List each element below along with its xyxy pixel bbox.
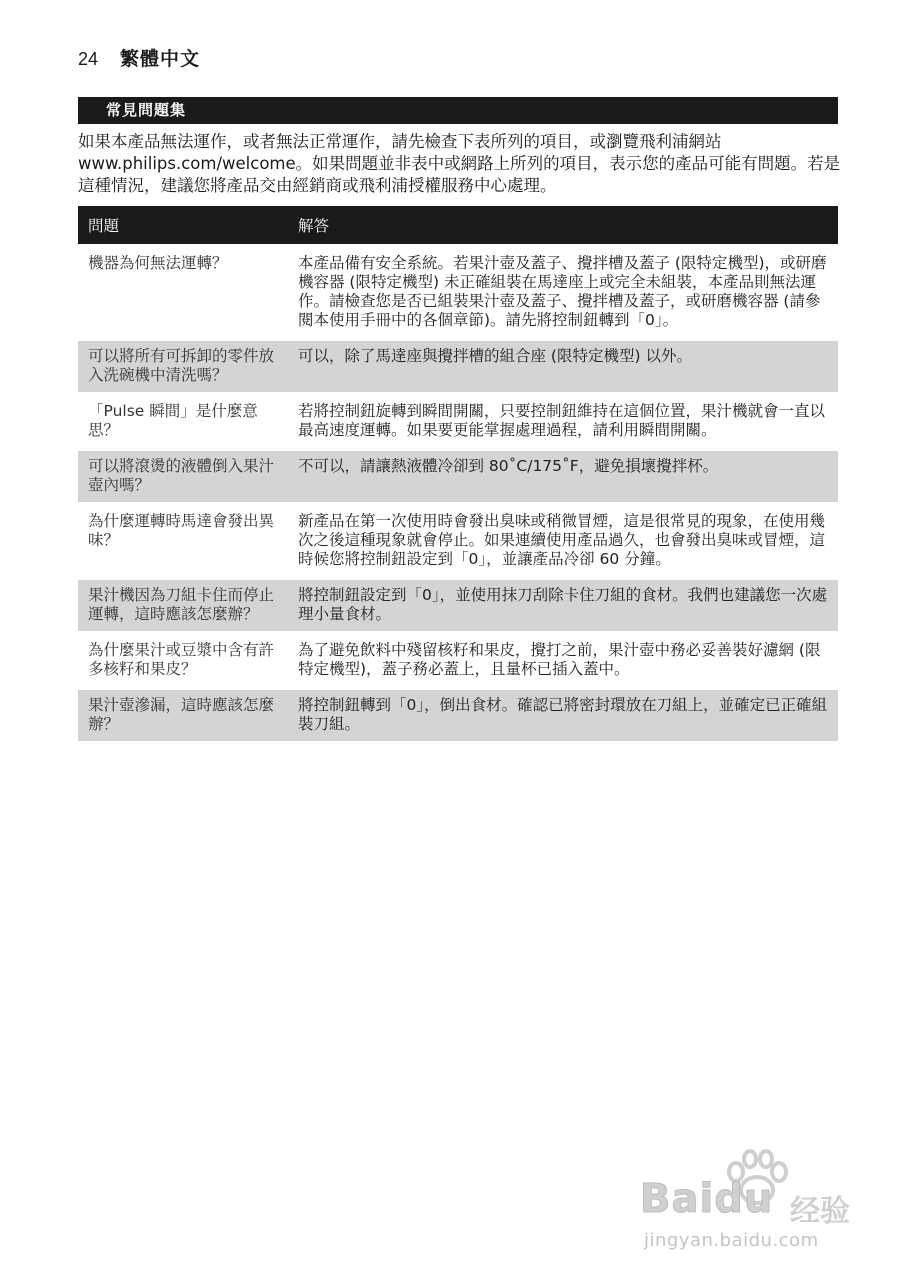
- watermark-url: jingyan.baidu.com: [644, 1230, 819, 1251]
- faq-row: [78, 248, 838, 337]
- faq-question: 「Pulse 瞬間」是什麼意思？: [88, 402, 258, 439]
- faq-answer: 為了避免飲料中殘留核籽和果皮，攪打之前，果汁壺中務必妥善裝好濾網 (限特定機型)，蓋子務必蓋上，且量杯已插入蓋中。: [298, 641, 821, 678]
- faq-header-row: [78, 206, 838, 244]
- faq-question: 果汁機因為刀組卡住而停止運轉，這時應該怎麼辦？: [78, 580, 288, 631]
- page-number: 24: [78, 49, 99, 69]
- faq-question: 果汁壺滲漏，這時應該怎麼辦？: [78, 690, 288, 741]
- intro-paragraph: 如果本產品無法運作，或者無法正常運作，請先檢查下表所列的項目，或瀏覽飛利浦網站 www.philips.com/welcome。如果問題並非表中或網路上所列的項目，表示您的產品可能有問題。若是這種情況，建議您將產品交由經銷商或飛利浦授權服務中心處理。: [78, 132, 841, 195]
- faq-question: 可以將滾燙的液體倒入果汁壺內嗎？: [78, 451, 288, 502]
- faq-answer: 本產品備有安全系統。若果汁壺及蓋子、攪拌槽及蓋子 (限特定機型)，或研磨機容器 (限特定機型) 未正確組裝在馬達座上或完全未組裝，本產品則無法運作。請檢查您是否已組裝果汁壺及蓋子、攪拌槽及蓋子，或研磨機容器 (請參閱本使用手冊中的各個章節)。請先將控制鈕轉到「0」。: [298, 254, 827, 329]
- section-title: 常見問題集: [78, 97, 838, 124]
- faq-row: [78, 341, 838, 392]
- faq-row: [78, 396, 838, 447]
- watermark-brand: Baidu: [640, 1176, 774, 1222]
- page-header: [78, 44, 200, 71]
- faq-answer: 將控制鈕設定到「0」，並使用抹刀刮除卡住刀組的食材。我們也建議您一次處理小量食材。: [288, 580, 838, 631]
- language-label: 繁體中文: [120, 48, 201, 70]
- faq-row: [78, 690, 838, 741]
- faq-row: [78, 580, 838, 631]
- faq-question: 為什麼果汁或豆漿中含有許多核籽和果皮？: [88, 641, 275, 678]
- faq-answer: 可以，除了馬達座與攪拌槽的組合座 (限特定機型) 以外。: [288, 341, 838, 392]
- faq-answer: 將控制鈕轉到「0」，倒出食材。確認已將密封環放在刀組上，並確定已正確組裝刀組。: [288, 690, 838, 741]
- watermark-brand-cn: 经验: [790, 1194, 850, 1229]
- faq-answer: 新產品在第一次使用時會發出臭味或稍微冒煙，這是很常見的現象，在使用幾次之後這種現象就會停止。如果連續使用產品過久，也會發出臭味或冒煙，這時候您將控制鈕設定到「0」，並讓產品冷卻 60 分鐘。: [298, 512, 826, 568]
- answer-column-header: 解答: [288, 206, 838, 244]
- faq-row: [78, 506, 838, 576]
- faq-question: 機器為何無法運轉？: [88, 254, 228, 272]
- faq-row: [78, 451, 838, 502]
- faq-question: 可以將所有可拆卸的零件放入洗碗機中清洗嗎？: [78, 341, 288, 392]
- faq-table: [78, 202, 838, 745]
- faq-answer: 不可以，請讓熱液體冷卻到 80˚C/175˚F，避免損壞攪拌杯。: [288, 451, 838, 502]
- question-column-header: 問題: [78, 206, 288, 244]
- faq-question: 為什麼運轉時馬達會發出異味？: [88, 512, 275, 549]
- faq-row: [78, 635, 838, 686]
- faq-answer: 若將控制鈕旋轉到瞬間開關，只要控制鈕維持在這個位置，果汁機就會一直以最高速度運轉。如果要更能掌握處理過程，請利用瞬間開關。: [298, 402, 826, 439]
- baidu-watermark: [640, 1148, 880, 1268]
